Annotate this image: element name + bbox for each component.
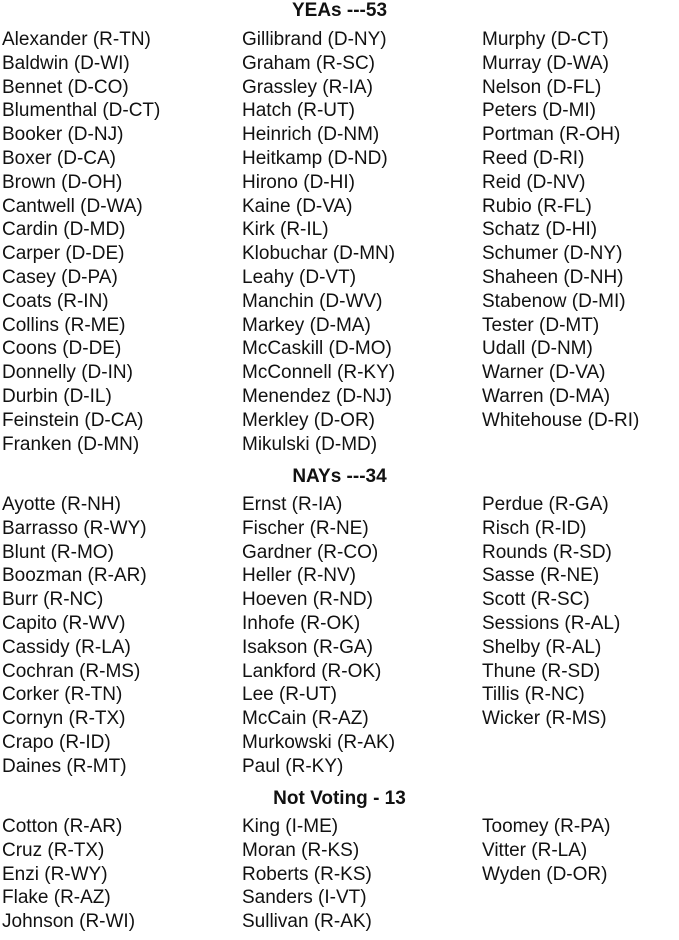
name-column: [2, 815, 135, 934]
senator-name: Heinrich (D-NM): [242, 124, 380, 146]
senator-name: Reed (D-RI): [482, 147, 585, 169]
senator-name: Portman (R-OH): [482, 124, 621, 146]
senator-name: Risch (R-ID): [482, 517, 587, 539]
senator-name: Blunt (R-MO): [2, 541, 114, 563]
name-column: [482, 493, 620, 731]
senator-name: Paul (R-KY): [242, 755, 344, 777]
name-column: [2, 28, 160, 456]
senator-name: Wyden (D-OR): [482, 863, 608, 885]
senator-name: Kaine (D-VA): [242, 195, 353, 217]
senator-name: Enzi (R-WY): [2, 863, 108, 885]
senator-name: Burr (R-NC): [2, 589, 104, 611]
senator-name: Cassidy (R-LA): [2, 636, 131, 658]
senator-name: Hoeven (R-ND): [242, 589, 373, 611]
senator-name: Manchin (D-WV): [242, 290, 383, 312]
senator-name: Klobuchar (D-MN): [242, 243, 396, 265]
name-column: [242, 493, 395, 779]
senator-name: Hatch (R-UT): [242, 100, 355, 122]
senator-name: Carper (D-DE): [2, 243, 125, 265]
senator-name: Heitkamp (D-ND): [242, 147, 388, 169]
senator-name: Sanders (I-VT): [242, 887, 367, 909]
senator-name: Tester (D-MT): [482, 314, 600, 336]
name-column: [482, 28, 639, 433]
senator-name: Cruz (R-TX): [2, 839, 105, 861]
senator-name: Sullivan (R-AK): [242, 911, 372, 933]
senator-name: Hirono (D-HI): [242, 171, 355, 193]
senator-name: Durbin (D-IL): [2, 385, 112, 407]
senator-name: Scott (R-SC): [482, 589, 590, 611]
senator-name: Cardin (D-MD): [2, 219, 126, 241]
senator-name: Ernst (R-IA): [242, 494, 343, 515]
senator-name: Lee (R-UT): [242, 684, 338, 706]
senator-name: Flake (R-AZ): [2, 887, 111, 909]
senator-name: Feinstein (D-CA): [2, 409, 144, 431]
senator-name: Tillis (R-NC): [482, 684, 585, 706]
senator-name: Rubio (R-FL): [482, 195, 592, 217]
senator-name: Baldwin (D-WI): [2, 52, 130, 74]
senator-name: Grassley (R-IA): [242, 76, 373, 98]
senator-name: Schatz (D-HI): [482, 219, 598, 241]
senator-name: Toomey (R-PA): [482, 816, 611, 837]
senator-name: Sessions (R-AL): [482, 612, 621, 634]
senator-name: Inhofe (R-OK): [242, 612, 361, 634]
senator-name: Coats (R-IN): [2, 290, 109, 312]
senator-name: Shelby (R-AL): [482, 636, 602, 658]
senator-name: Merkley (D-OR): [242, 409, 375, 431]
senator-name: Alexander (R-TN): [2, 29, 151, 50]
senator-name: Moran (R-KS): [242, 839, 360, 861]
senator-name: Daines (R-MT): [2, 755, 127, 777]
senator-name: Franken (D-MN): [2, 433, 140, 455]
senator-name: Collins (R-ME): [2, 314, 126, 336]
senator-name: Cochran (R-MS): [2, 660, 141, 682]
senator-name: Nelson (D-FL): [482, 76, 602, 98]
senator-name: Warner (D-VA): [482, 362, 606, 384]
senator-name: Capito (R-WV): [2, 612, 126, 634]
senator-name: Isakson (R-GA): [242, 636, 373, 658]
senator-name: Udall (D-NM): [482, 338, 593, 360]
name-column: [242, 28, 395, 456]
senator-name: Roberts (R-KS): [242, 863, 372, 885]
senator-name: Cotton (R-AR): [2, 816, 123, 837]
senator-name: McCaskill (D-MO): [242, 338, 392, 360]
senator-name: Reid (D-NV): [482, 171, 586, 193]
senator-name: Corker (R-TN): [2, 684, 123, 706]
senator-name: Gillibrand (D-NY): [242, 29, 387, 50]
senator-name: Donnelly (D-IN): [2, 362, 133, 384]
name-column: [2, 493, 147, 779]
senator-name: Boozman (R-AR): [2, 565, 147, 587]
senator-name: Kirk (R-IL): [242, 219, 329, 241]
senator-name: Vitter (R-LA): [482, 839, 588, 861]
senator-name: Whitehouse (D-RI): [482, 409, 640, 431]
senator-name: Peters (D-MI): [482, 100, 596, 122]
senator-name: Markey (D-MA): [242, 314, 371, 336]
senator-name: Booker (D-NJ): [2, 124, 124, 146]
senator-name: King (I-ME): [242, 816, 339, 837]
senator-name: Murkowski (R-AK): [242, 731, 396, 753]
senator-name: Sasse (R-NE): [482, 565, 600, 587]
senator-name: Schumer (D-NY): [482, 243, 623, 265]
senator-name: Casey (D-PA): [2, 266, 118, 288]
senator-name: Crapo (R-ID): [2, 731, 111, 753]
section-heading-yeas: YEAs ---53: [291, 0, 388, 21]
senator-name: Cantwell (D-WA): [2, 195, 143, 217]
senator-name: Shaheen (D-NH): [482, 266, 624, 288]
senator-name: Coons (D-DE): [2, 338, 122, 360]
senator-name: Perdue (R-GA): [482, 494, 609, 515]
senator-name: Murphy (D-CT): [482, 29, 609, 50]
senator-name: Heller (R-NV): [242, 565, 356, 587]
senator-name: Menendez (D-NJ): [242, 385, 392, 407]
senator-name: Johnson (R-WI): [2, 911, 136, 933]
name-column: [482, 815, 610, 886]
senator-name: Stabenow (D-MI): [482, 290, 626, 312]
name-column: [242, 815, 372, 934]
senator-name: Thune (R-SD): [482, 660, 601, 682]
senator-name: Bennet (D-CO): [2, 76, 129, 98]
senator-name: Leahy (D-VT): [242, 266, 357, 288]
senator-name: Blumenthal (D-CT): [2, 100, 161, 122]
senator-name: McCain (R-AZ): [242, 708, 369, 730]
senator-name: McConnell (R-KY): [242, 362, 396, 384]
section-heading-not-voting: Not Voting - 13: [273, 788, 406, 809]
senator-name: Brown (D-OH): [2, 171, 123, 193]
senator-name: Boxer (D-CA): [2, 147, 117, 169]
senator-name: Rounds (R-SD): [482, 541, 612, 563]
senator-name: Lankford (R-OK): [242, 660, 382, 682]
senator-name: Fischer (R-NE): [242, 517, 369, 539]
senator-name: Warren (D-MA): [482, 385, 611, 407]
senator-name: Barrasso (R-WY): [2, 517, 147, 539]
senator-name: Wicker (R-MS): [482, 708, 607, 730]
senator-name: Murray (D-WA): [482, 52, 609, 74]
senator-name: Cornyn (R-TX): [2, 708, 126, 730]
section-heading-nays: NAYs ---34: [292, 466, 387, 487]
senator-name: Graham (R-SC): [242, 52, 376, 74]
senator-name: Ayotte (R-NH): [2, 494, 121, 515]
senator-name: Mikulski (D-MD): [242, 433, 378, 455]
senator-name: Gardner (R-CO): [242, 541, 379, 563]
